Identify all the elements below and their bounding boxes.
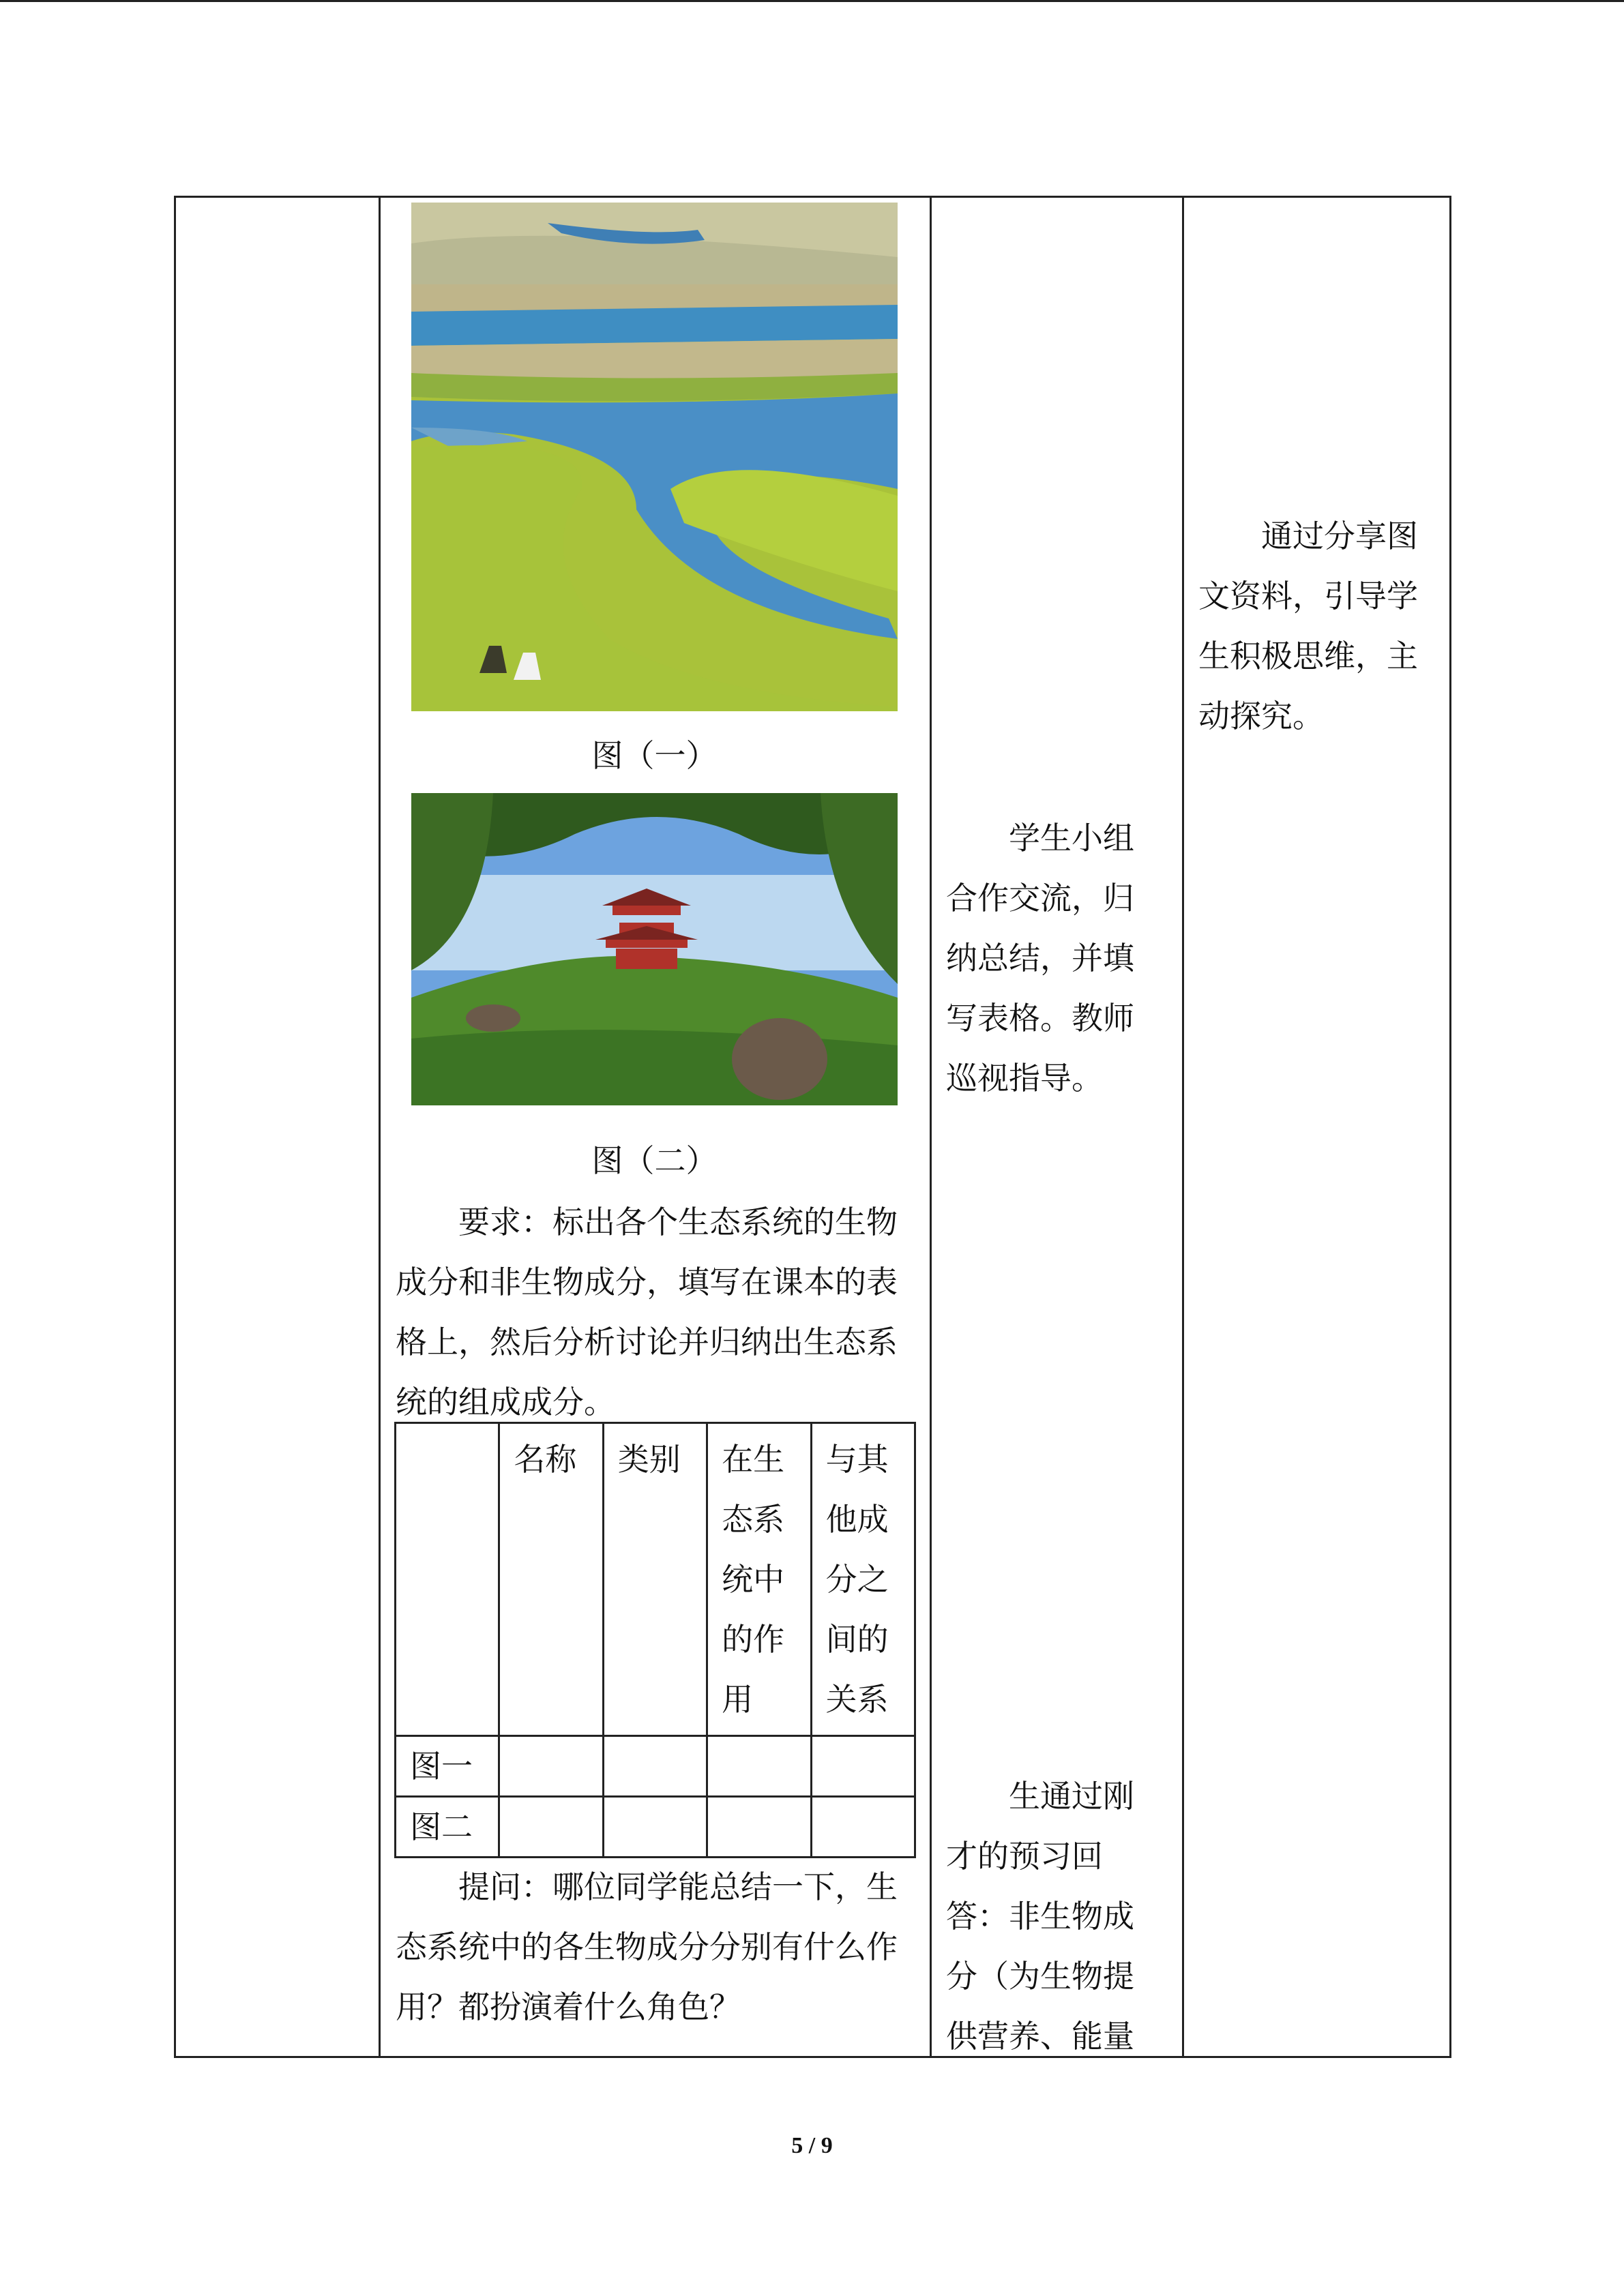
- student-activity-text: 学生小组合作交流，归纳总结，并填写表格。教师巡视指导。: [946, 820, 1134, 1097]
- page-number: 5 / 9: [791, 2133, 833, 2158]
- col-divider-3: [1182, 196, 1184, 2058]
- figure-2-pavilion-image: [411, 793, 898, 1105]
- table-cell: [499, 1797, 603, 1858]
- figure-1-grassland-image: [411, 203, 898, 711]
- table-left-border: [174, 196, 176, 2058]
- table-header-blank: [396, 1423, 499, 1736]
- table-row-label: 图二: [396, 1797, 499, 1858]
- col-divider-2: [930, 196, 932, 2058]
- table-cell: [603, 1797, 707, 1858]
- design-intent-text: 通过分享图文资料，引导学生积极思维，主动探究。: [1198, 518, 1418, 734]
- table-row: [396, 1797, 915, 1858]
- table-cell: [811, 1797, 915, 1858]
- figure-1-caption: 图（一）: [591, 737, 718, 774]
- table-row-label: 图一: [396, 1736, 499, 1797]
- figure-2-caption: 图（二）: [591, 1142, 718, 1179]
- table-cell: [603, 1736, 707, 1797]
- table-header-role: 在生态系统中的作用: [707, 1423, 811, 1736]
- table-cell: [499, 1736, 603, 1797]
- table-header-relations: 与其他成分之间的关系: [811, 1423, 915, 1736]
- col-divider-1: [379, 196, 381, 2058]
- table-cell: [707, 1736, 811, 1797]
- table-header-category: 类别: [603, 1423, 707, 1736]
- components-table: [394, 1422, 916, 1858]
- table-row: [396, 1736, 915, 1797]
- table-top-border: [174, 196, 1451, 198]
- requirement-text: 要求：标出各个生态系统的生物成分和非生物成分，填写在课本的表格上，然后分析讨论并归纳出生态系统的组成成分。: [396, 1204, 898, 1420]
- table-bottom-border: [174, 2056, 1451, 2058]
- table-cell: [811, 1736, 915, 1797]
- top-border: [0, 0, 1624, 2]
- student-answer-text: 生通过刚才的预习回答：非生物成分（为生物提供营养、能量: [946, 1778, 1134, 2055]
- table-cell: [707, 1797, 811, 1858]
- table-right-border: [1449, 196, 1451, 2058]
- question-text: 提问：哪位同学能总结一下，生态系统中的各生物成分分别有什么作用？都扮演着什么角色？: [396, 1868, 898, 2025]
- table-header-name: 名称: [499, 1423, 603, 1736]
